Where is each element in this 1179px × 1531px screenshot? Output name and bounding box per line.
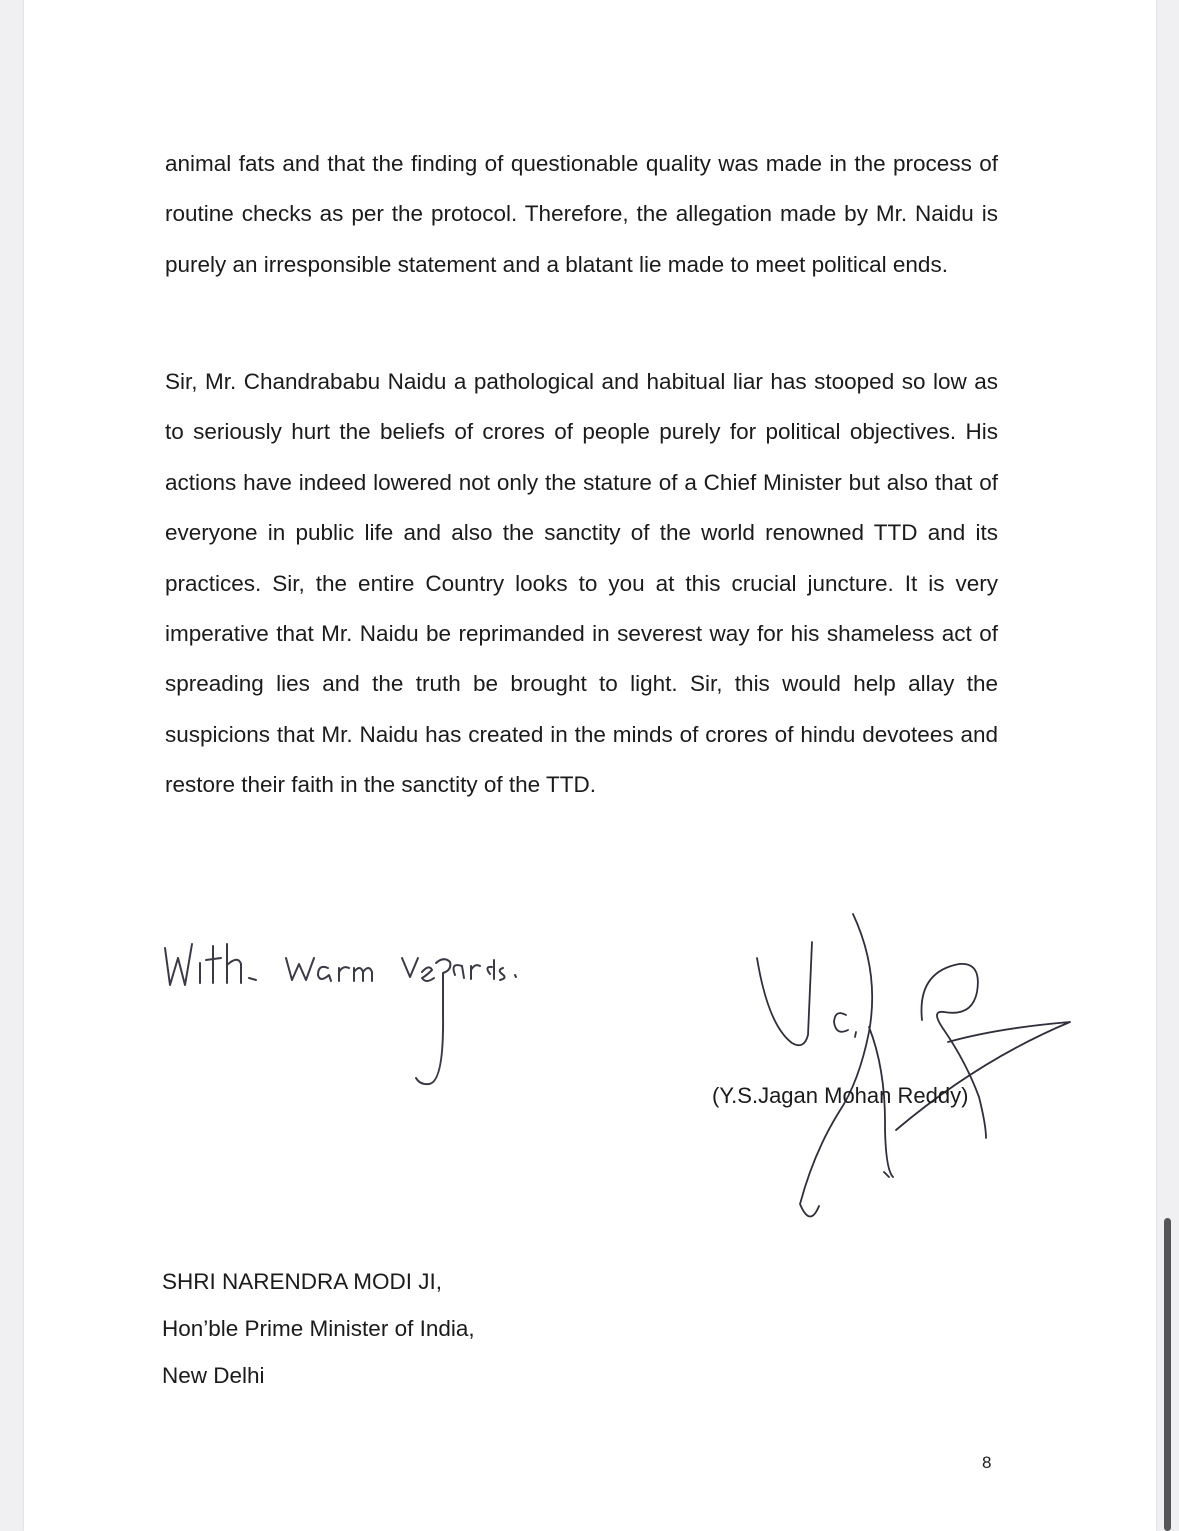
recipient-line-1: SHRI NARENDRA MODI JI, — [162, 1269, 443, 1294]
recipient-line-2: Hon’ble Prime Minister of India, — [162, 1316, 475, 1341]
document-page — [24, 0, 1156, 1531]
handwritten-closing — [165, 944, 516, 1084]
vertical-scrollbar[interactable] — [1164, 1218, 1171, 1531]
recipient-line-3: New Delhi — [162, 1363, 265, 1388]
recipient-address — [162, 1258, 475, 1399]
signature — [757, 914, 1070, 1217]
body-paragraph-2: Sir, Mr. Chandrababu Naidu a pathological and habitual liar has stooped so low as to seriously hurt the beliefs of crores of people purely for political objectives. His actions have indeed lowered not only the stature of a Chief Minister but also that of everyone in public life and also the sanctity of the world renowned TTD and its practices. Sir, the entire Country looks to you at this crucial juncture. It is very imperative that Mr. Naidu be reprimanded in severest way for his shameless act of spreading lies and the truth be brought to light. Sir, this would help allay the suspicions that Mr. Naidu has created in the minds of crores of hindu devotees and restore their faith in the sanctity of the TTD. — [165, 369, 998, 798]
sender-name: (Y.S.Jagan Mohan Reddy) — [712, 1083, 969, 1108]
body-paragraph-1: animal fats and that the finding of questionable quality was made in the process of routine checks as per the protocol. Therefore, the allegation made by Mr. Naidu is purely an irresponsible statement and a blatant lie made to meet political ends. — [165, 151, 998, 277]
page-number: 8 — [982, 1453, 992, 1472]
